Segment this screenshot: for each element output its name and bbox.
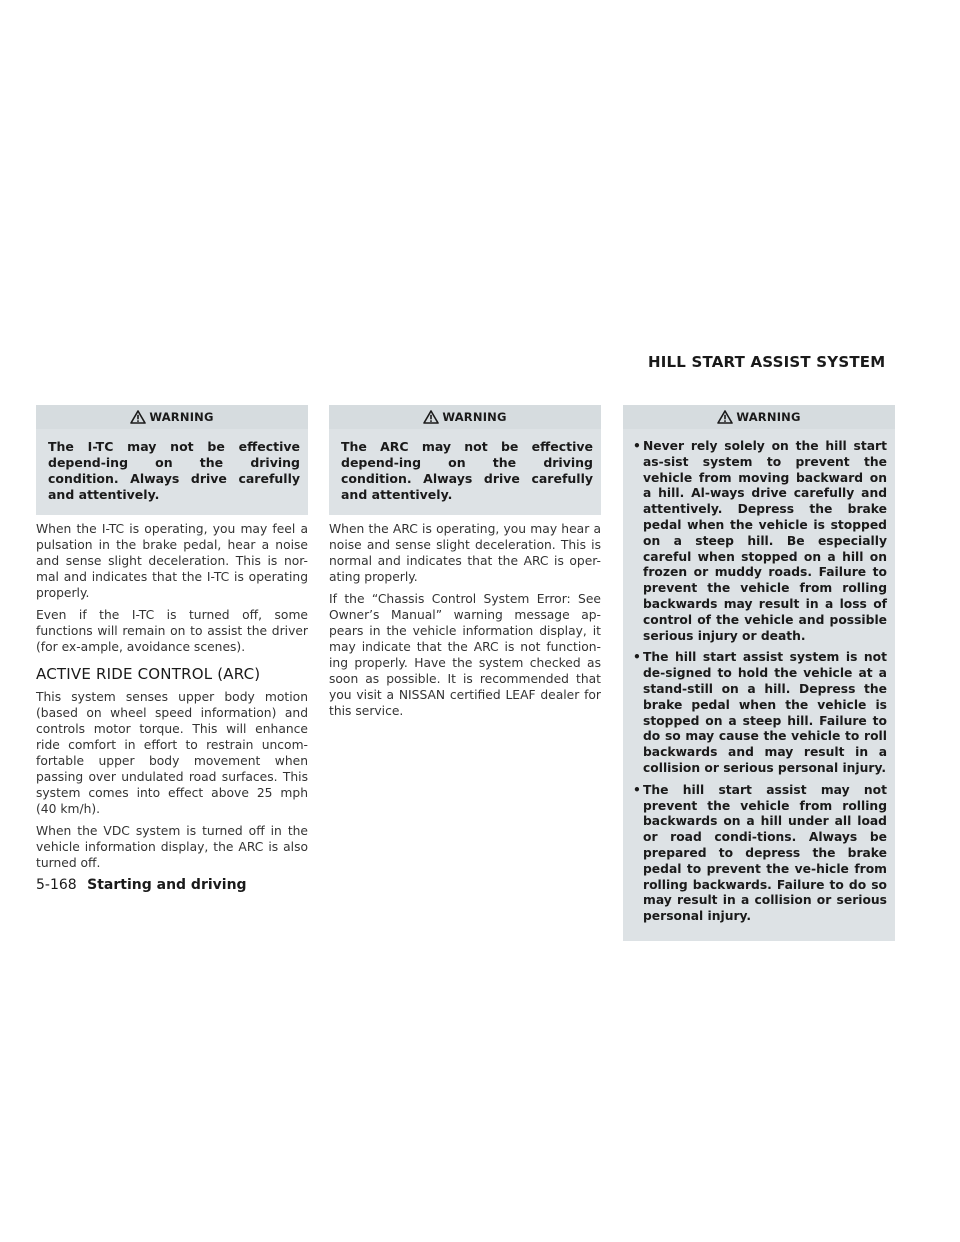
warning-header xyxy=(623,405,895,429)
warning-triangle-icon xyxy=(130,410,146,424)
warning-triangle-icon xyxy=(717,410,733,424)
paragraph-arc-operating: When the ARC is operating, you may hear a noise and sense slight deceleration. This is normal and indicates that the ARC is oper-ating properly. xyxy=(329,522,601,584)
list-item-text: The hill start assist may not prevent the vehicle from rolling backwards on a hill under all load or road condi-tions. Always be prepared to depress the brake pedal to prevent the ve-hicle from rolling backwards. Failure to do so may result in a collision or serious personal injury. xyxy=(643,782,887,924)
warning-box-hill-start xyxy=(623,405,895,941)
page-footer xyxy=(36,877,247,893)
warning-label: WARNING xyxy=(149,410,214,424)
list-item-text: Never rely solely on the hill start as-sist system to prevent the vehicle from moving backward on a hill. Al-ways drive carefully and attentively. Depress the brake pedal when the vehicle is stopped on a steep hill. Be especially careful when stopped on a hill on frozen or muddy roads. Failure to prevent the vehicle from rolling backwards may result in a loss of control of the vehicle and possible serious injury or death. xyxy=(643,439,887,643)
column-2 xyxy=(329,405,601,719)
bullet: • xyxy=(633,650,641,665)
warning-text: The ARC may not be effective depend-ing on the driving condition. Always drive carefully and attentively. xyxy=(341,439,593,502)
paragraph-itc-off: Even if the I-TC is turned off, some functions will remain on to assist the driver (for ex-ample, avoidance scenes). xyxy=(36,608,308,654)
paragraph-itc-operating: When the I-TC is operating, you may feel a pulsation in the brake pedal, hear a noise and sense slight deceleration. This is nor-mal and indicates that the I-TC is operating properly. xyxy=(36,522,308,600)
bullet: • xyxy=(633,782,641,797)
bullet: • xyxy=(633,439,641,453)
column-1 xyxy=(36,405,308,871)
list-item xyxy=(633,783,887,925)
chapter-title: Starting and driving xyxy=(87,877,247,893)
subheading-arc: ACTIVE RIDE CONTROL (ARC) xyxy=(36,665,261,683)
warning-box-arc xyxy=(329,405,601,515)
paragraph-arc-description: This system senses upper body motion (based on wheel speed information) and controls motor torque. This will enhance ride comfort in effort to restrain uncom-fortable upper body movement when passing over undulated road surfaces. This system comes into effect above 25 mph (40 km/h). xyxy=(36,690,308,816)
warning-list xyxy=(623,437,895,935)
warning-header xyxy=(36,405,308,429)
warning-triangle-icon xyxy=(423,410,439,424)
warning-box-itc xyxy=(36,405,308,515)
warning-text: The I-TC may not be effective depend-ing on the driving condition. Always drive carefully and attentively. xyxy=(48,439,300,502)
warning-label: WARNING xyxy=(736,410,801,424)
list-item xyxy=(633,650,887,776)
page-number: 5-168 xyxy=(36,877,77,893)
list-item-text: The hill start assist system is not de-signed to hold the vehicle at a stand-still on a hill. Depress the brake pedal when the vehicle is stopped on a steep hill. Failure to do so may cause the vehicle to roll backwards and may result in a collision or serious personal injury. xyxy=(643,650,887,775)
column-3 xyxy=(623,405,895,941)
paragraph-arc-vdc-off: When the VDC system is turned off in the vehicle information display, the ARC is also turned off. xyxy=(36,824,308,870)
paragraph-arc-error: If the “Chassis Control System Error: See Owner’s Manual” warning message ap-pears in the vehicle information display, it may indicate that the ARC is not function-ing properly. Have the system checked as soon as possible. It is recommended that you visit a NISSAN certified LEAF dealer for this service. xyxy=(329,592,601,718)
warning-header xyxy=(329,405,601,429)
list-item xyxy=(633,439,887,644)
warning-label: WARNING xyxy=(442,410,507,424)
section-title: HILL START ASSIST SYSTEM xyxy=(648,353,886,371)
